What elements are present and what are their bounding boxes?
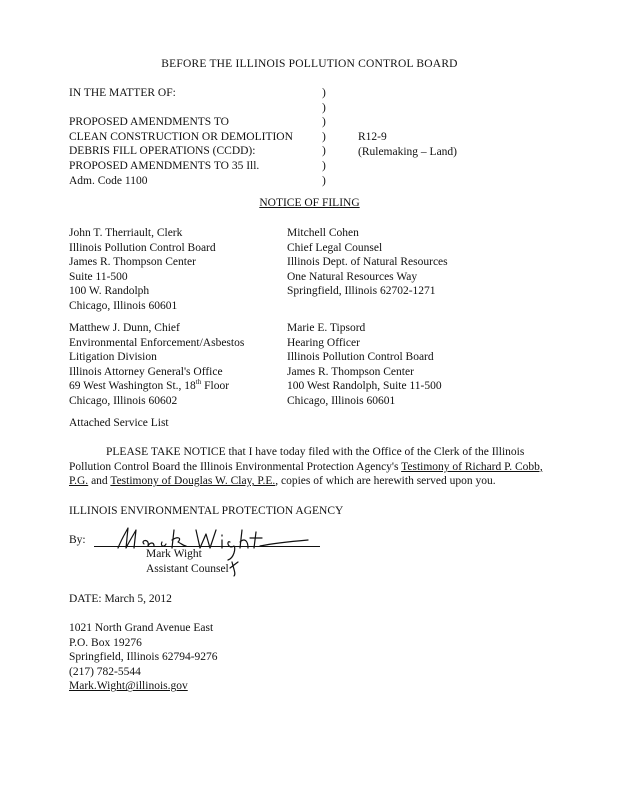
street-text: 69 West Washington St., 18 [69,380,196,393]
paren: ) [322,145,326,158]
caption-line: PROPOSED AMENDMENTS TO [69,116,229,129]
docket-type: (Rulemaking – Land) [358,145,458,158]
attached-service-list: Attached Service List [69,417,169,429]
paren: ) [322,130,326,143]
testimony-clay-link: Testimony of Douglas W. Clay, P.E. [110,475,276,488]
address-line: Chicago, Illinois 60602 [69,394,178,407]
addressee-hearing-officer [287,321,442,409]
case-caption [69,86,293,188]
paragraph-text: and [88,475,111,488]
contact-line: 1021 North Grand Avenue East [69,622,214,634]
caption-line: PROPOSED AMENDMENTS TO 35 Ill. [69,159,260,172]
paren: ) [322,159,326,172]
ordinal-suffix: th [195,378,202,387]
paragraph-line [69,474,549,489]
contact-line: P.O. Box 19276 [69,636,142,649]
caption-line: DEBRIS FILL OPERATIONS (CCDD): [69,145,256,158]
filing-date: DATE: March 5, 2012 [69,593,172,605]
docket-info [358,130,457,159]
address-line: Marie E. Tipsord [287,322,366,334]
address-line: One Natural Resources Way [287,270,418,283]
caption-line: Adm. Code 1100 [69,174,148,187]
by-label: By: [69,534,86,546]
signer-name: Mark Wight [146,548,202,560]
caption-parentheses [322,86,326,188]
address-line: Illinois Pollution Control Board [287,351,434,364]
address-line: Suite 11-500 [69,270,128,283]
signer-block [146,547,229,576]
address-line: Illinois Attorney General's Office [69,365,223,378]
address-line: James R. Thompson Center [69,256,196,269]
testimony-cobb-link: Testimony of Richard P. Cobb, [401,460,543,473]
caption-line: IN THE MATTER OF: [69,87,176,99]
agency-name: ILLINOIS ENVIRONMENTAL PROTECTION AGENCY [69,505,344,517]
email-link[interactable]: Mark.Wight@illinois.gov [69,680,188,693]
caption-line [69,101,293,116]
address-line: Chicago, Illinois 60601 [287,394,396,407]
address-line: Chief Legal Counsel [287,241,383,254]
street-floor: Floor [201,380,230,393]
contact-block [69,621,218,694]
testimony-cobb-credential: P.G. [69,475,89,488]
paren: ) [322,101,326,114]
address-line: Springfield, Illinois 62702-1271 [287,285,436,298]
address-line: Chicago, Illinois 60601 [69,299,178,312]
paren: ) [322,174,326,187]
paragraph-text: , copies of which are herewith served upon you. [275,475,496,488]
address-line: Matthew J. Dunn, Chief [69,322,180,334]
docket-number: R12-9 [358,131,387,143]
address-line: Illinois Pollution Control Board [69,241,216,254]
paragraph-line [69,460,549,475]
paragraph-line: PLEASE TAKE NOTICE that I have today filed with the Office of the Clerk of the Illinois [106,446,525,458]
contact-line: (217) 782-5544 [69,665,141,678]
paren: ) [322,87,326,99]
addressee-clerk [69,226,216,314]
address-line: Environmental Enforcement/Asbestos [69,336,245,349]
contact-line: Springfield, Illinois 62794-9276 [69,651,218,664]
address-line: Mitchell Cohen [287,227,359,239]
signer-title: Assistant Counsel [146,562,229,575]
paragraph-text: Pollution Control Board the Illinois Environmental Protection Agency's [69,460,402,473]
caption-line: CLEAN CONSTRUCTION OR DEMOLITION [69,130,293,143]
paren: ) [322,116,326,129]
address-line: Illinois Dept. of Natural Resources [287,256,448,269]
address-line: Hearing Officer [287,336,360,349]
notice-heading: NOTICE OF FILING [259,197,360,209]
address-line: James R. Thompson Center [287,365,414,378]
addressee-dnr [287,226,448,299]
address-line: John T. Therriault, Clerk [69,227,183,239]
addressee-attorney-general [69,321,244,409]
board-title: BEFORE THE ILLINOIS POLLUTION CONTROL BOARD [161,58,458,70]
address-line: 100 W. Randolph [69,285,150,298]
address-line: 100 West Randolph, Suite 11-500 [287,380,442,393]
address-line: Litigation Division [69,351,157,364]
notice-paragraph [69,445,549,489]
address-line-street [69,379,244,394]
